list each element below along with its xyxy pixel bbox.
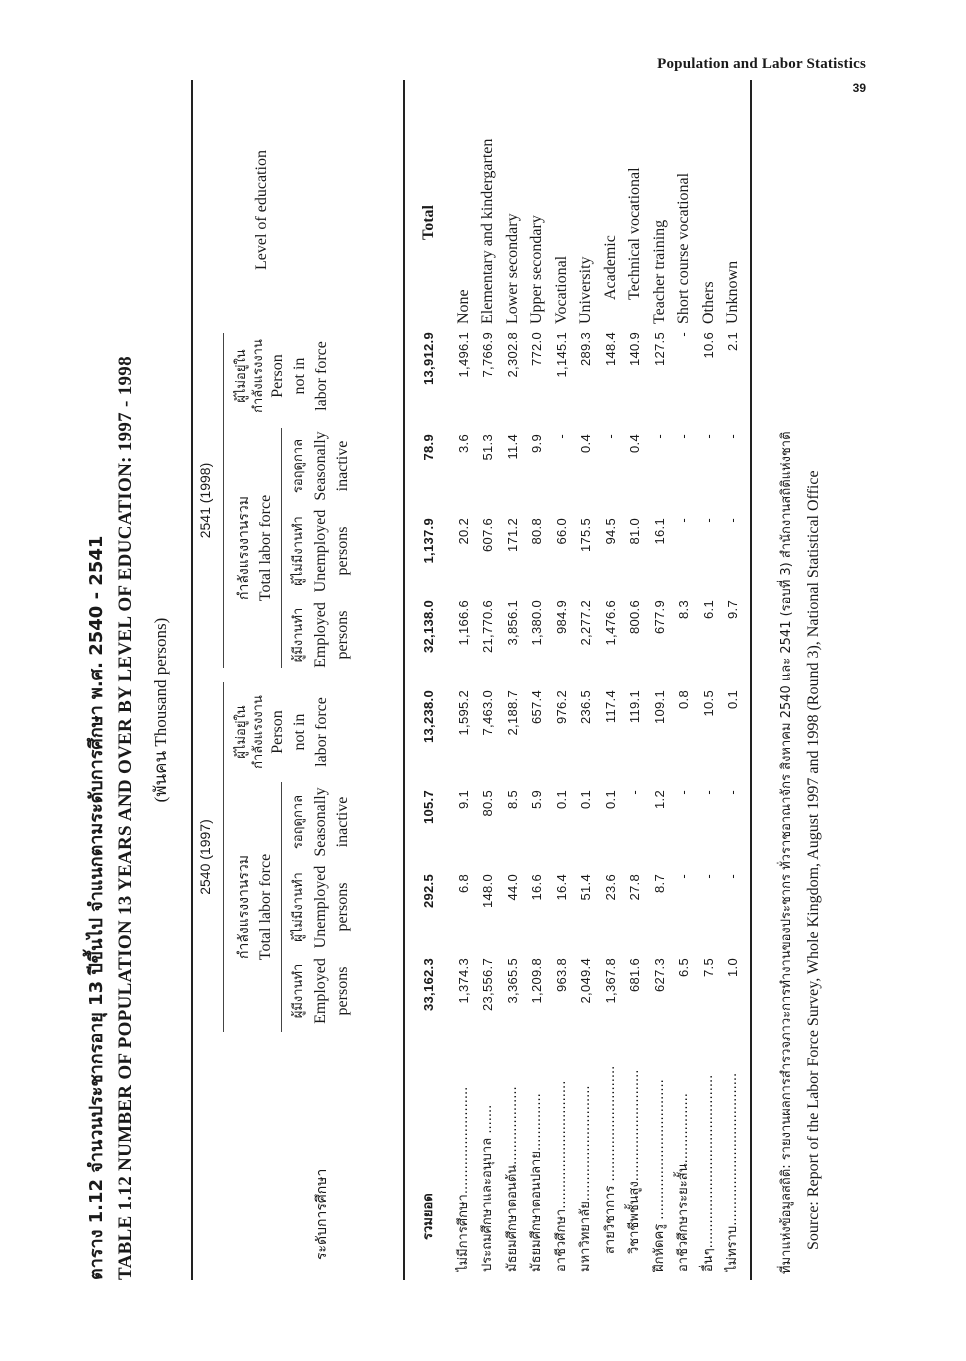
cell-unemployed-1998: 20.2 <box>455 518 471 545</box>
cell-employed-1997: 7.5 <box>700 958 716 977</box>
cell-unemployed-1998: 171.2 <box>504 518 520 553</box>
page-number: 39 <box>852 81 866 95</box>
cell-unemployed-1997: - <box>725 874 740 879</box>
labor-force-rule-1998 <box>281 428 282 668</box>
table-row <box>697 80 721 1280</box>
cell-not-in-labor-force-1997: 109.1 <box>651 690 667 725</box>
source-note <box>773 80 827 1280</box>
cell-employed-1998: 1,476.6 <box>602 600 618 646</box>
cell-employed-1998: 9.7 <box>725 600 740 619</box>
cell-seasonal-1997: 0.1 <box>578 790 593 809</box>
cell-employed-1997: 2,049.4 <box>578 958 593 1004</box>
cell-seasonal-1998: - <box>676 434 691 439</box>
cell-seasonal-1997: 0.1 <box>602 790 618 809</box>
cell-not-in-labor-force-1997: 1,595.2 <box>455 690 471 736</box>
cell-unemployed-1997: - <box>700 874 716 879</box>
cell-seasonal-1997: 0.1 <box>553 790 569 809</box>
table-row <box>501 80 525 1280</box>
col-seasonal-1997: รอฤดูกาล Seasonally inactive <box>291 787 351 857</box>
cell-not-in-labor-force-1998: 10.6 <box>700 332 716 359</box>
table-row <box>721 80 745 1280</box>
cell-employed-1998: 6.1 <box>700 600 716 619</box>
row-label-thai: ฝึกหัดครู .................................. <box>651 1079 667 1272</box>
labor-force-thai: กำลังแรงงานรวม <box>236 855 252 960</box>
row-label-thai: มัธยมศึกษาตอนต้น................... <box>504 1086 520 1272</box>
year-rule-1998 <box>223 333 224 668</box>
cell-seasonal-1997: 1.2 <box>651 790 667 809</box>
row-label-english: Others <box>699 281 717 324</box>
row-label-english: Teacher training <box>650 219 668 324</box>
cell-seasonal-1998: 11.4 <box>504 434 520 460</box>
table-body <box>405 80 750 1280</box>
cell-seasonal-1997: 80.5 <box>480 790 495 817</box>
row-label-english: Lower secondary <box>503 213 521 324</box>
cell-unemployed-1997: 23.6 <box>602 874 618 901</box>
cell-unemployed-1998: 1,137.9 <box>421 518 436 564</box>
cell-seasonal-1998: 0.4 <box>578 434 593 453</box>
cell-employed-1998: 32,138.0 <box>421 600 436 654</box>
cell-unemployed-1997: 148.0 <box>480 874 495 909</box>
cell-unemployed-1998: - <box>725 518 740 523</box>
table-row <box>452 80 476 1280</box>
cell-not-in-labor-force-1997: 10.5 <box>700 690 716 717</box>
cell-employed-1998: 2,277.2 <box>578 600 593 646</box>
row-label-thai: อาชีวศึกษา............................... <box>553 1080 569 1272</box>
col-employed-1997: ผู้มีงานทำ Employed persons <box>291 958 351 1024</box>
cell-not-in-labor-force-1998: 140.9 <box>627 332 642 367</box>
cell-employed-1997: 33,162.3 <box>421 958 436 1012</box>
table-title-english: TABLE 1.12 NUMBER OF POPULATION 13 YEARS AND OVER BY LEVEL OF EDUCATION: 1997 - 1998 <box>115 356 136 1280</box>
cell-employed-1997: 1,209.8 <box>529 958 544 1004</box>
cell-unemployed-1997: 27.8 <box>627 874 642 901</box>
cell-not-in-labor-force-1997: 976.2 <box>553 690 569 725</box>
cell-seasonal-1997: 9.1 <box>455 790 471 809</box>
cell-unemployed-1998: - <box>700 518 716 523</box>
cell-seasonal-1997: 8.5 <box>504 790 520 809</box>
cell-unemployed-1997: 51.4 <box>578 874 593 901</box>
cell-not-in-labor-force-1998: 2.1 <box>725 332 740 351</box>
cell-unemployed-1997: - <box>676 874 691 879</box>
col-employed-1998: ผู้มีงานทำ Employed persons <box>291 602 351 668</box>
cell-not-in-labor-force-1997: 0.8 <box>676 690 691 709</box>
year-header-1997: 2540 (1997) <box>197 819 213 895</box>
year-rule-1997 <box>223 682 224 1032</box>
row-label-thai: มหาวิทยาลัย............................ <box>578 1085 593 1272</box>
cell-not-in-labor-force-1998: 148.4 <box>602 332 618 367</box>
cell-seasonal-1997: 105.7 <box>421 790 436 825</box>
row-label-english: Short course vocational <box>675 172 692 324</box>
cell-unemployed-1998: 16.1 <box>651 518 667 545</box>
table-row <box>648 80 672 1280</box>
cell-not-in-labor-force-1997: 0.1 <box>725 690 740 709</box>
cell-seasonal-1998: 9.9 <box>529 434 544 453</box>
table-header <box>193 80 403 1280</box>
cell-seasonal-1997: - <box>627 790 642 795</box>
cell-seasonal-1997: 5.9 <box>529 790 544 809</box>
cell-employed-1998: 21,770.6 <box>480 600 495 654</box>
cell-not-in-labor-force-1998: 772.0 <box>529 332 544 367</box>
cell-employed-1997: 23,556.7 <box>480 958 495 1012</box>
labor-force-english: Total labor force <box>257 494 274 602</box>
cell-employed-1998: 3,856.1 <box>504 600 520 646</box>
cell-not-in-labor-force-1997: 7,463.0 <box>480 690 495 736</box>
cell-seasonal-1998: - <box>700 434 716 439</box>
cell-employed-1997: 1,367.8 <box>602 958 618 1004</box>
table-row <box>574 80 598 1280</box>
row-label-thai: วิชาชีพชั้นสูง........................... <box>627 1069 642 1254</box>
row-label-thai: ไม่ทราบ..................................... <box>725 1072 740 1272</box>
cell-not-in-labor-force-1998: 127.5 <box>651 332 667 367</box>
source-thai: ที่มาแห่งข้อมูลสถิติ: รายงานผลการสำรวจภาวะการทำงานของประชากร ทั่วราชอาณาจักร สิงหาคม 2540 และ 2541 (รอบที่ 3) สำนักงานสถิติแห่งชาติ <box>779 431 794 1274</box>
cell-seasonal-1997: - <box>725 790 740 795</box>
cell-unemployed-1997: 292.5 <box>421 874 436 909</box>
cell-seasonal-1998: - <box>602 434 618 439</box>
cell-seasonal-1998: 78.9 <box>421 434 436 461</box>
table-title-thai: ตาราง 1.12 จำนวนประชากรอายุ 13 ปีขึ้นไป จำแนกตามระดับการศึกษา พ.ศ. 2540 - 2541 <box>86 535 107 1280</box>
cell-employed-1997: 681.6 <box>627 958 642 993</box>
cell-seasonal-1997: - <box>700 790 716 795</box>
cell-unemployed-1998: 94.5 <box>602 518 618 545</box>
cell-unemployed-1997: 16.6 <box>529 874 544 901</box>
row-label-english: Elementary and kindergarten <box>479 138 496 324</box>
table-unit-label: (พันคน Thousand persons) <box>151 617 170 803</box>
cell-employed-1998: 677.9 <box>651 600 667 635</box>
row-label-thai: ประถมศึกษาและอนุบาล ....... <box>480 1104 495 1272</box>
cell-employed-1998: 1,380.0 <box>529 600 544 646</box>
col-unemployed-1997: ผู้ไม่มีงานทำ Unemployed persons <box>291 865 351 949</box>
row-label-thai: รวมยอด <box>421 1193 436 1240</box>
cell-not-in-labor-force-1998: 2,302.8 <box>504 332 520 378</box>
col-seasonal-1998: รอฤดูกาล Seasonally inactive <box>291 431 351 501</box>
year-header-1998: 2541 (1998) <box>197 462 213 539</box>
row-label-english: University <box>577 256 594 324</box>
row-label-thai: มัธยมศึกษาตอนปลาย.............. <box>529 1093 544 1272</box>
labor-force-group-1997 <box>233 782 277 1032</box>
running-header-title: Population and Labor Statistics <box>657 56 866 72</box>
table-row <box>476 80 500 1280</box>
cell-employed-1998: 984.9 <box>553 600 569 635</box>
row-label-english: Unknown <box>724 260 741 324</box>
cell-employed-1997: 627.3 <box>651 958 667 993</box>
labor-force-rule-1997 <box>281 782 282 1032</box>
cell-unemployed-1998: 80.8 <box>529 518 544 545</box>
cell-employed-1997: 3,365.5 <box>504 958 520 1004</box>
row-label-thai: ไม่มีการศึกษา.......................... <box>455 1086 471 1272</box>
col-not-in-labor-force-1998: ผู้ไม่อยู่ใน กำลังแรงงาน Person not in labor force <box>234 339 330 413</box>
cell-not-in-labor-force-1998: 1,145.1 <box>553 332 569 378</box>
cell-seasonal-1998: - <box>725 434 740 439</box>
cell-not-in-labor-force-1998: 289.3 <box>578 332 593 367</box>
cell-seasonal-1998: - <box>651 434 667 439</box>
cell-not-in-labor-force-1997: 119.1 <box>627 690 642 724</box>
row-label-english: Vocational <box>552 255 570 324</box>
cell-employed-1997: 963.8 <box>553 958 569 993</box>
row-label-english: Total <box>420 205 437 240</box>
cell-unemployed-1998: 175.5 <box>578 518 593 553</box>
cell-employed-1998: 800.6 <box>627 600 642 635</box>
labor-force-english: Total labor force <box>257 853 274 961</box>
cell-not-in-labor-force-1997: 657.4 <box>529 690 544 725</box>
row-label-english: Academic <box>601 235 619 300</box>
cell-not-in-labor-force-1997: 2,188.7 <box>504 690 520 736</box>
table-bottom-rule <box>750 80 752 1280</box>
cell-seasonal-1998: 0.4 <box>627 434 642 453</box>
col-unemployed-1998: ผู้ไม่มีงานทำ Unemployed persons <box>291 509 351 593</box>
cell-seasonal-1997: - <box>676 790 691 795</box>
cell-not-in-labor-force-1998: - <box>676 332 691 337</box>
cell-unemployed-1997: 44.0 <box>504 874 520 901</box>
cell-employed-1998: 8.3 <box>676 600 691 619</box>
cell-seasonal-1998: 51.3 <box>480 434 495 461</box>
cell-not-in-labor-force-1997: 236.5 <box>578 690 593 725</box>
row-label-english: None <box>454 289 472 324</box>
level-header-thai: ระดับการศึกษา <box>314 1168 330 1260</box>
cell-unemployed-1998: 81.0 <box>627 518 642 545</box>
row-label-thai: อาชีวศึกษาระยะสั้น................. <box>676 1093 691 1272</box>
cell-not-in-labor-force-1997: 117.4 <box>602 690 618 724</box>
cell-employed-1998: 1,166.6 <box>455 600 471 646</box>
table-row <box>672 80 696 1280</box>
table-row <box>599 80 623 1280</box>
row-label-thai: สายวิชาการ ............................ <box>602 1065 618 1254</box>
table-row <box>550 80 574 1280</box>
labor-force-group-1998 <box>233 428 277 668</box>
cell-unemployed-1997: 6.8 <box>455 874 471 893</box>
cell-not-in-labor-force-1998: 13,912.9 <box>421 332 436 386</box>
data-table <box>191 80 752 1280</box>
table-row-total <box>417 80 441 1280</box>
cell-employed-1997: 6.5 <box>676 958 691 977</box>
cell-unemployed-1998: 607.6 <box>480 518 495 553</box>
cell-not-in-labor-force-1997: 13,238.0 <box>421 690 436 744</box>
row-label-thai: อื่นๆ.......................................... <box>700 1074 716 1272</box>
cell-seasonal-1998: - <box>553 434 569 439</box>
cell-unemployed-1997: 16.4 <box>553 874 569 901</box>
cell-not-in-labor-force-1998: 1,496.1 <box>455 332 471 378</box>
cell-unemployed-1998: - <box>676 518 691 523</box>
cell-not-in-labor-force-1998: 7,766.9 <box>480 332 495 378</box>
labor-force-thai: กำลังแรงงานรวม <box>236 496 252 601</box>
cell-employed-1997: 1,374.3 <box>455 958 471 1004</box>
rotated-table-page <box>83 80 843 1280</box>
table-row <box>623 80 647 1280</box>
cell-unemployed-1997: 8.7 <box>651 874 667 893</box>
source-english: Source: Report of the Labor Force Survey, Whole Kingdom, August 1997 and 1998 (Round 3), National Statistical Office <box>805 470 822 1250</box>
cell-seasonal-1998: 3.6 <box>455 434 471 453</box>
table-row <box>525 80 549 1280</box>
cell-employed-1997: 1.0 <box>725 958 740 977</box>
col-not-in-labor-force-1997: ผู้ไม่อยู่ใน กำลังแรงงาน Person not in labor force <box>234 695 330 769</box>
table-titles <box>83 80 175 1280</box>
row-label-english: Upper secondary <box>528 215 545 324</box>
row-label-english: Technical vocational <box>626 167 643 300</box>
cell-unemployed-1998: 66.0 <box>553 518 569 545</box>
level-header-english: Level of education <box>253 150 270 270</box>
